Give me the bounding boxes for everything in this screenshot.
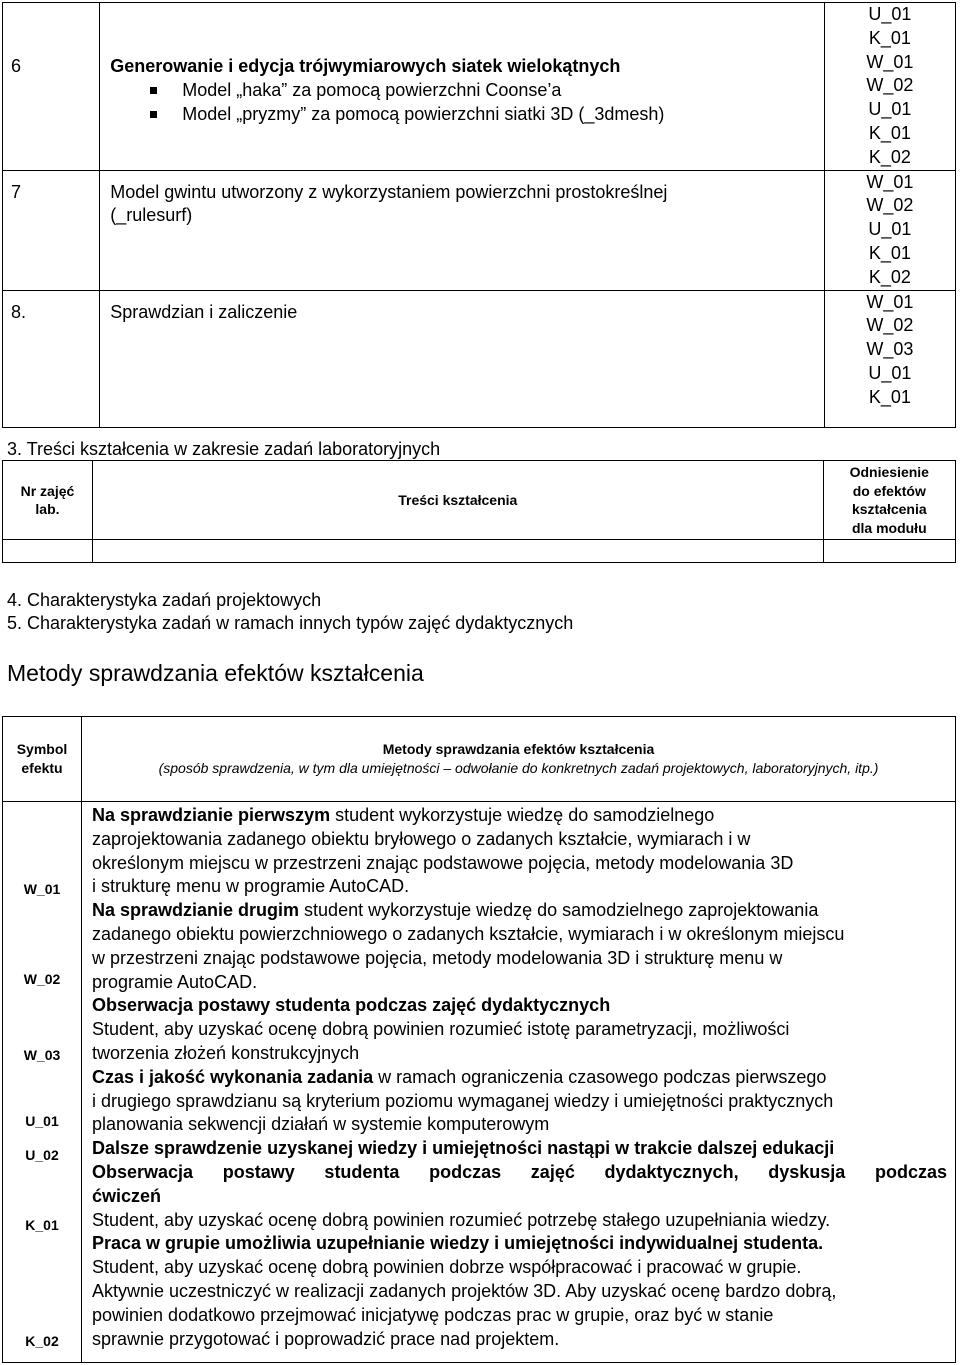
topics-table [2, 2, 956, 428]
topic-title-line: Model gwintu utworzony z wykorzystaniem powierzchni prostokreślnej [110, 181, 668, 202]
table-row [3, 802, 956, 1363]
ref-code: W_01 [866, 51, 914, 72]
reference-cell [824, 290, 955, 427]
ref-code: K_01 [868, 27, 911, 48]
methods-table [2, 716, 956, 1363]
empty-cell [92, 540, 823, 563]
reference-cell [824, 170, 955, 290]
method-paragraph [92, 899, 947, 994]
method-text: sprawnie przygotować i poprowadzić prace nad projektem. [92, 1328, 560, 1349]
ref-code: W_02 [866, 315, 914, 336]
method-title: ćwiczeń [92, 1185, 162, 1206]
symbol-label: W_01 [23, 881, 61, 897]
method-text: w przestrzeni znając podstawowe pojęcia, metody modelowania 3D i strukturę menu w [92, 947, 783, 968]
header-text: kształcenia [851, 501, 927, 517]
header-methods [82, 717, 956, 802]
method-title: Dalsze sprawdzenie uzyskanej wiedzy i umiejętności nastąpi w trakcie dalszej edukacji [92, 1138, 835, 1159]
table-header-row [3, 461, 956, 540]
symbol-label: U_02 [25, 1147, 59, 1163]
table-row [3, 170, 956, 290]
topic-title: Sprawdzian i zaliczenie [110, 301, 298, 322]
symbol-label: W_03 [23, 1047, 61, 1063]
method-text: zaprojektowania zadanego obiektu bryłowego o zadanych kształcie, wymiarach i w [92, 828, 751, 849]
header-content: Treści kształcenia [92, 461, 823, 540]
empty-cell [3, 540, 93, 563]
section-heading-other: 5. Charakterystyka zadań w ramach innych typów zajęć dydaktycznych [7, 613, 574, 633]
symbol-label: K_01 [25, 1217, 59, 1233]
header-text: Symbol [16, 741, 68, 757]
method-text: Student, aby uzyskać ocenę dobrą powinien dobrze współpracować i pracować w grupie. [92, 1257, 802, 1278]
topic-cell [100, 170, 825, 290]
method-paragraph [92, 1161, 947, 1232]
method-paragraph [92, 1232, 947, 1351]
method-title: Obserwacja postawy studenta podczas zajęć dydaktycznych, dyskusja podczas [92, 1161, 947, 1182]
ref-code: U_01 [868, 362, 912, 383]
ref-code: K_02 [868, 266, 911, 287]
row-number-cell [3, 3, 100, 171]
method-text: Student, aby uzyskać ocenę dobrą powinien rozumieć istotę parametryzacji, możliwości [92, 1019, 790, 1040]
list-item: Model „pryzmy” za pomocą powierzchni siatki 3D (_3dmesh) [150, 103, 824, 127]
method-text: określonym miejscu w przestrzeni znając podstawowe pojęcia, metody modelowania 3D [92, 852, 794, 873]
method-text: tworzenia złożeń konstrukcyjnych [92, 1042, 360, 1063]
row-number: 7 [11, 181, 22, 202]
header-text: lab. [35, 501, 60, 517]
ref-code: U_01 [868, 219, 912, 240]
empty-cell [823, 540, 955, 563]
symbol-label: K_02 [25, 1333, 59, 1349]
method-text: i strukturę menu w programie AutoCAD. [92, 876, 410, 897]
ref-code: W_02 [866, 195, 914, 216]
table-row [3, 3, 956, 171]
method-text: student wykorzystuje wiedzę do samodzielnego [330, 805, 715, 825]
method-title: Praca w grupie umożliwia uzupełnianie wiedzy i umiejętności indywidualnej studenta. [92, 1233, 824, 1254]
method-paragraph [92, 1066, 947, 1137]
row-number-cell [3, 170, 100, 290]
symbol-label: U_01 [25, 1113, 59, 1129]
reference-cell [824, 3, 955, 171]
header-text: do efektów [852, 482, 926, 499]
section-heading-project: 4. Charakterystyka zadań projektowych [7, 590, 322, 610]
topic-title: Generowanie i edycja trójwymiarowych siatek wielokątnych [110, 56, 621, 76]
method-text: i drugiego sprawdzianu są kryterium poziomu wymaganej wiedzy i umiejętności praktycznych [92, 1090, 834, 1111]
header-subtext: (sposób sprawdzenia, w tym dla umiejętności – odwołanie do konkretnych zadań projektowych, laboratoryjnych, itp.) [158, 760, 879, 776]
ref-code: K_01 [868, 386, 911, 407]
method-text: planowania sekwencji działań w systemie komputerowym [92, 1114, 550, 1135]
header-text: Metody sprawdzania efektów kształcenia [382, 741, 655, 757]
method-text: zadanego obiektu powierzchniowego o zadanych kształcie, wymiarach i w określonym miejscu [92, 923, 845, 944]
header-symbol [3, 717, 82, 802]
method-text: programie AutoCAD. [92, 971, 258, 992]
method-paragraph [92, 1137, 947, 1161]
topic-bullets [110, 79, 824, 127]
method-title: Na sprawdzianie pierwszym [92, 805, 331, 825]
ref-code: W_02 [866, 75, 914, 96]
header-text: Nr zajęć [20, 482, 75, 499]
method-title: Czas i jakość wykonania zadania [92, 1066, 374, 1087]
method-text: powinien dodatkowo przejmować inicjatywę podczas prac w grupie, oraz być w stanie [92, 1304, 774, 1325]
ref-code: W_03 [866, 339, 914, 360]
ref-code: W_01 [866, 171, 914, 192]
ref-code: U_01 [868, 99, 912, 120]
ref-code: W_01 [866, 291, 914, 312]
symbols-cell [3, 802, 82, 1363]
method-text: Student, aby uzyskać ocenę dobrą powinien rozumieć potrzebę stałego uzupełniania wiedzy. [92, 1209, 831, 1230]
method-text: w ramach ograniczenia czasowego podczas pierwszego [373, 1066, 827, 1087]
topic-cell [100, 290, 825, 427]
table-row [3, 290, 956, 427]
ref-code: U_01 [868, 4, 912, 24]
header-text: Odniesienie [849, 464, 929, 480]
header-text: dla modułu [851, 519, 927, 536]
ref-code: K_01 [868, 242, 911, 263]
topic-title-line: (_rulesurf) [110, 205, 193, 226]
section-heading-lab: 3. Treści kształcenia w zakresie zadań laboratoryjnych [7, 439, 441, 459]
table-header-row [3, 717, 956, 802]
header-reference [823, 461, 955, 540]
row-number: 8. [11, 301, 27, 322]
page-heading: Metody sprawdzania efektów kształcenia [7, 660, 424, 686]
method-paragraph [92, 994, 947, 1065]
lab-content-table [2, 460, 956, 563]
methods-cell [82, 802, 956, 1363]
method-title: Obserwacja postawy studenta podczas zajęć dydaktycznych [92, 995, 611, 1016]
method-text: Aktywnie uczestniczyć w realizacji zadanych projektów 3D. Aby uzyskać ocenę bardzo dobrą, [92, 1280, 837, 1301]
topic-cell [100, 3, 825, 171]
table-row [3, 540, 956, 563]
header-nr [3, 461, 93, 540]
method-paragraph [92, 804, 947, 899]
method-title: Na sprawdzianie drugim [92, 900, 300, 921]
topic-title [110, 171, 824, 229]
ref-code: K_02 [868, 146, 911, 167]
list-item: Model „haka” za pomocą powierzchni Coonse’a [150, 79, 824, 103]
row-number-cell [3, 290, 100, 427]
symbol-label: W_02 [23, 971, 61, 987]
header-text: efektu [21, 760, 63, 776]
row-number: 6 [11, 56, 22, 76]
method-text: student wykorzystuje wiedzę do samodzielnego zaprojektowania [299, 900, 819, 921]
ref-code: K_01 [868, 122, 911, 143]
